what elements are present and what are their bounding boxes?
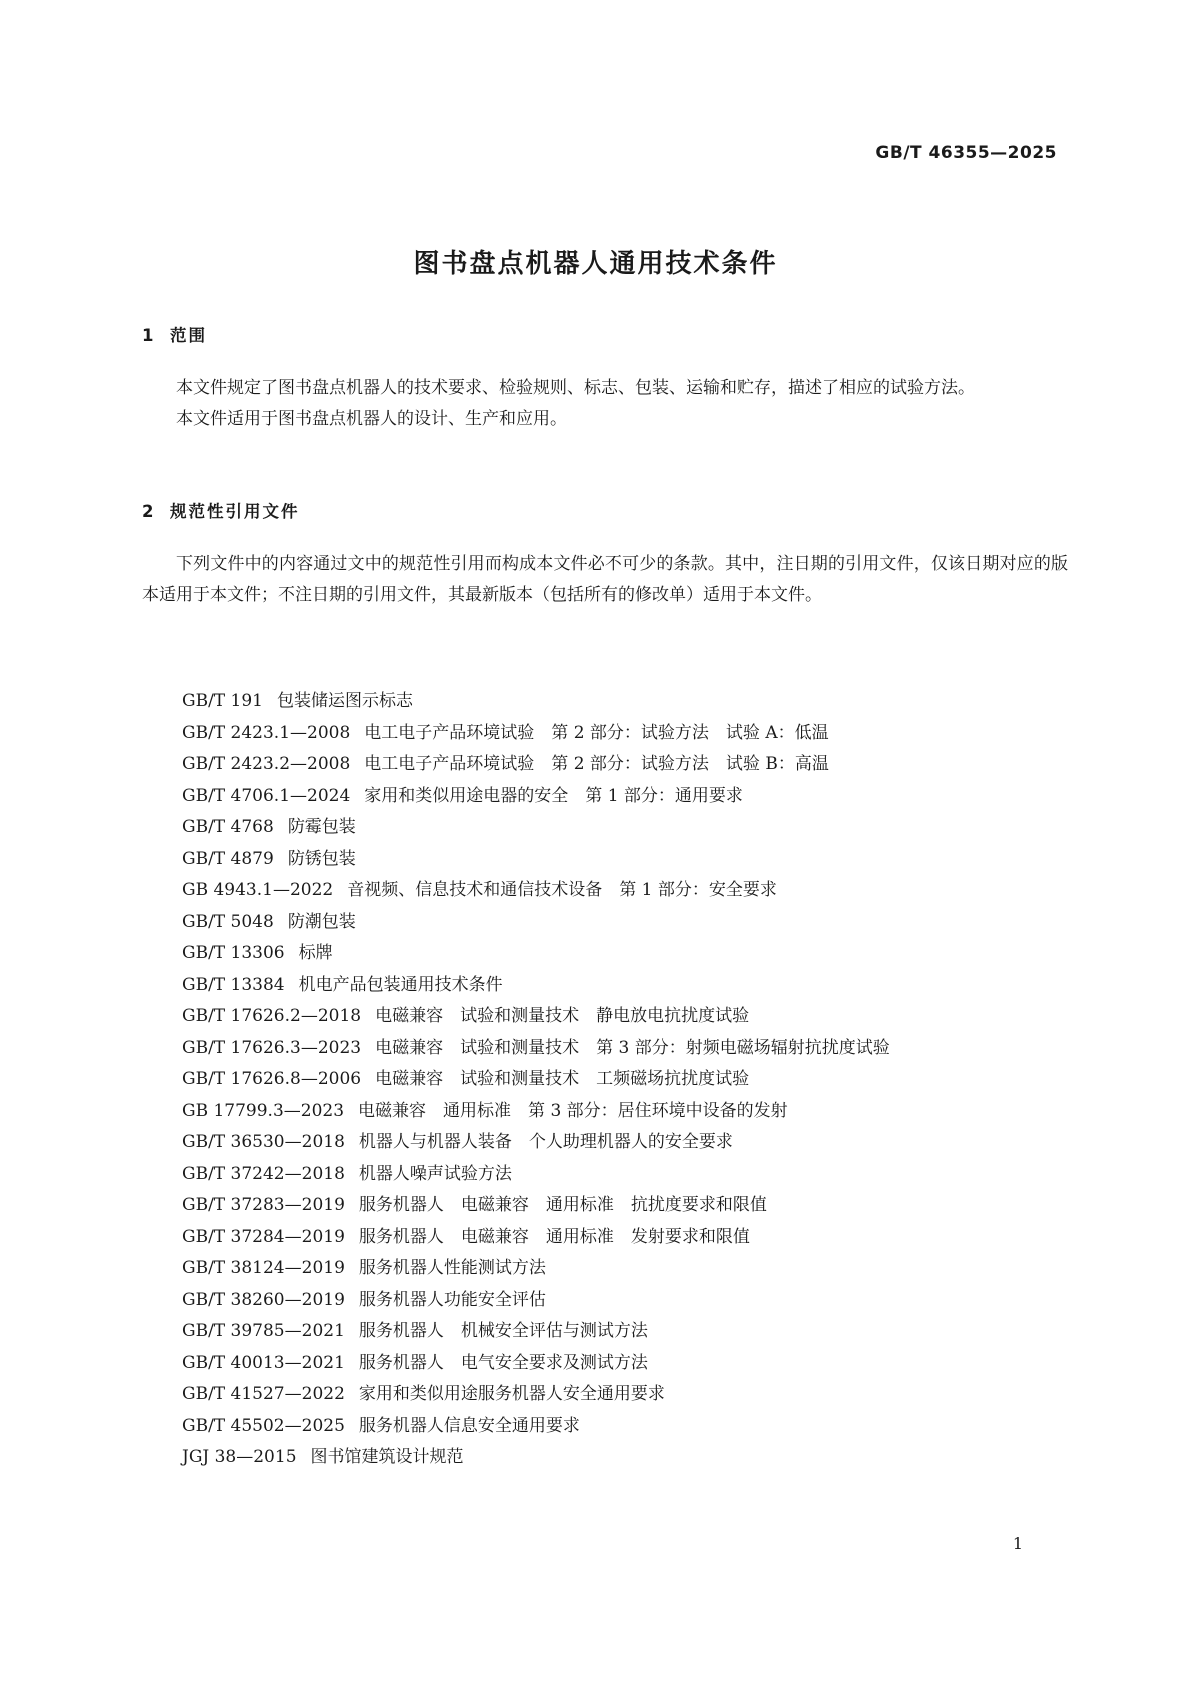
reference-item [182, 1442, 890, 1474]
reference-title: 服务机器人 电磁兼容 通用标准 发射要求和限值 [358, 1226, 750, 1247]
reference-title: 包装储运图示标志 [277, 691, 413, 711]
section-1-body [142, 373, 1068, 435]
paragraph: 本文件适用于图书盘点机器人的设计、生产和应用。 [176, 409, 567, 429]
section-number: 1 [142, 326, 154, 345]
section-2-heading [142, 498, 300, 522]
reference-title: 服务机器人性能测试方法 [358, 1258, 546, 1278]
reference-title: 音视频、信息技术和通信技术设备 第 1 部分：安全要求 [347, 880, 777, 900]
reference-item [182, 844, 890, 876]
reference-item [182, 686, 890, 718]
reference-title: 电磁兼容 试验和测量技术 第 3 部分：射频电磁场辐射抗扰度试验 [375, 1037, 890, 1058]
reference-title: 防潮包装 [287, 911, 356, 932]
reference-item [182, 1316, 890, 1348]
reference-code: GB/T 191 [182, 691, 263, 711]
reference-title: 服务机器人信息安全通用要求 [358, 1415, 580, 1436]
reference-item [182, 1159, 890, 1191]
reference-code: GB/T 37283—2019 [182, 1195, 345, 1215]
reference-item [182, 1411, 890, 1443]
reference-item [182, 718, 890, 750]
reference-code: GB/T 38124—2019 [182, 1258, 345, 1278]
paragraph: 下列文件中的内容通过文中的规范性引用而构成本文件必不可少的条款。其中，注日期的引用文件，仅该日期对应的版本适用于本文件；不注日期的引用文件，其最新版本（包括所有的修改单）适用于本文件。 [142, 554, 1068, 605]
reference-title: 服务机器人 机械安全评估与测试方法 [358, 1321, 648, 1341]
reference-code: GB/T 2423.1—2008 [182, 722, 351, 743]
reference-item [182, 875, 890, 907]
reference-item [182, 1064, 890, 1096]
reference-title: 机器人噪声试验方法 [358, 1163, 512, 1184]
reference-title: 标牌 [298, 943, 333, 963]
reference-code: GB/T 2423.2—2008 [182, 754, 351, 774]
reference-item [182, 1253, 890, 1285]
reference-item [182, 1222, 890, 1254]
reference-list [182, 686, 890, 1474]
reference-code: GB/T 37284—2019 [182, 1226, 345, 1247]
reference-item [182, 1190, 890, 1222]
reference-code: GB/T 13384 [182, 974, 285, 995]
reference-code: GB/T 4706.1—2024 [182, 785, 351, 806]
section-number: 2 [142, 502, 154, 521]
reference-item [182, 1379, 890, 1411]
reference-code: GB 17799.3—2023 [182, 1100, 345, 1121]
section-2-body [142, 549, 1068, 611]
reference-code: GB/T 38260—2019 [182, 1289, 345, 1310]
reference-item [182, 1348, 890, 1380]
reference-title: 防锈包装 [287, 848, 356, 869]
page-number: 1 [1012, 1534, 1023, 1553]
reference-title: 电磁兼容 通用标准 第 3 部分：居住环境中设备的发射 [358, 1100, 788, 1121]
reference-code: GB/T 39785—2021 [182, 1321, 345, 1341]
reference-item [182, 970, 890, 1002]
reference-title: 服务机器人 电磁兼容 通用标准 抗扰度要求和限值 [358, 1195, 767, 1215]
reference-title: 服务机器人 电气安全要求及测试方法 [358, 1352, 648, 1373]
reference-item [182, 749, 890, 781]
reference-code: GB/T 40013—2021 [182, 1352, 345, 1373]
reference-title: 机电产品包装通用技术条件 [298, 974, 503, 995]
reference-code: JGJ 38—2015 [182, 1447, 297, 1467]
reference-title: 电工电子产品环境试验 第 2 部分：试验方法 试验 A：低温 [364, 722, 829, 743]
standard-code: GB/T 46355—2025 [875, 143, 1057, 163]
reference-title: 家用和类似用途电器的安全 第 1 部分：通用要求 [364, 785, 743, 806]
reference-code: GB/T 17626.3—2023 [182, 1037, 362, 1058]
paragraph: 本文件规定了图书盘点机器人的技术要求、检验规则、标志、包装、运输和贮存，描述了相应的试验方法。 [176, 378, 975, 398]
reference-title: 家用和类似用途服务机器人安全通用要求 [358, 1384, 665, 1404]
reference-item [182, 1096, 890, 1128]
reference-item [182, 812, 890, 844]
reference-title: 电工电子产品环境试验 第 2 部分：试验方法 试验 B：高温 [364, 754, 829, 774]
reference-item [182, 781, 890, 813]
reference-code: GB/T 13306 [182, 943, 285, 963]
reference-item [182, 907, 890, 939]
reference-code: GB/T 17626.8—2006 [182, 1069, 362, 1089]
reference-item [182, 938, 890, 970]
reference-item [182, 1127, 890, 1159]
reference-code: GB/T 45502—2025 [182, 1415, 345, 1436]
document-title: 图书盘点机器人通用技术条件 [413, 249, 778, 279]
reference-title: 电磁兼容 试验和测量技术 静电放电抗扰度试验 [375, 1006, 750, 1026]
reference-code: GB/T 4879 [182, 848, 274, 869]
reference-title: 防霉包装 [287, 817, 356, 837]
reference-title: 图书馆建筑设计规范 [310, 1447, 464, 1467]
section-title: 范围 [170, 326, 207, 345]
reference-item [182, 1285, 890, 1317]
reference-code: GB/T 5048 [182, 911, 274, 932]
reference-item [182, 1001, 890, 1033]
reference-code: GB/T 37242—2018 [182, 1163, 345, 1184]
section-title: 规范性引用文件 [170, 502, 300, 521]
reference-code: GB/T 17626.2—2018 [182, 1006, 362, 1026]
reference-code: GB/T 4768 [182, 817, 274, 837]
reference-code: GB 4943.1—2022 [182, 880, 334, 900]
reference-title: 服务机器人功能安全评估 [358, 1289, 546, 1310]
reference-item [182, 1033, 890, 1065]
reference-code: GB/T 41527—2022 [182, 1384, 345, 1404]
reference-code: GB/T 36530—2018 [182, 1132, 345, 1152]
reference-title: 电磁兼容 试验和测量技术 工频磁场抗扰度试验 [375, 1069, 750, 1089]
reference-title: 机器人与机器人装备 个人助理机器人的安全要求 [358, 1132, 733, 1152]
section-1-heading [142, 322, 207, 346]
